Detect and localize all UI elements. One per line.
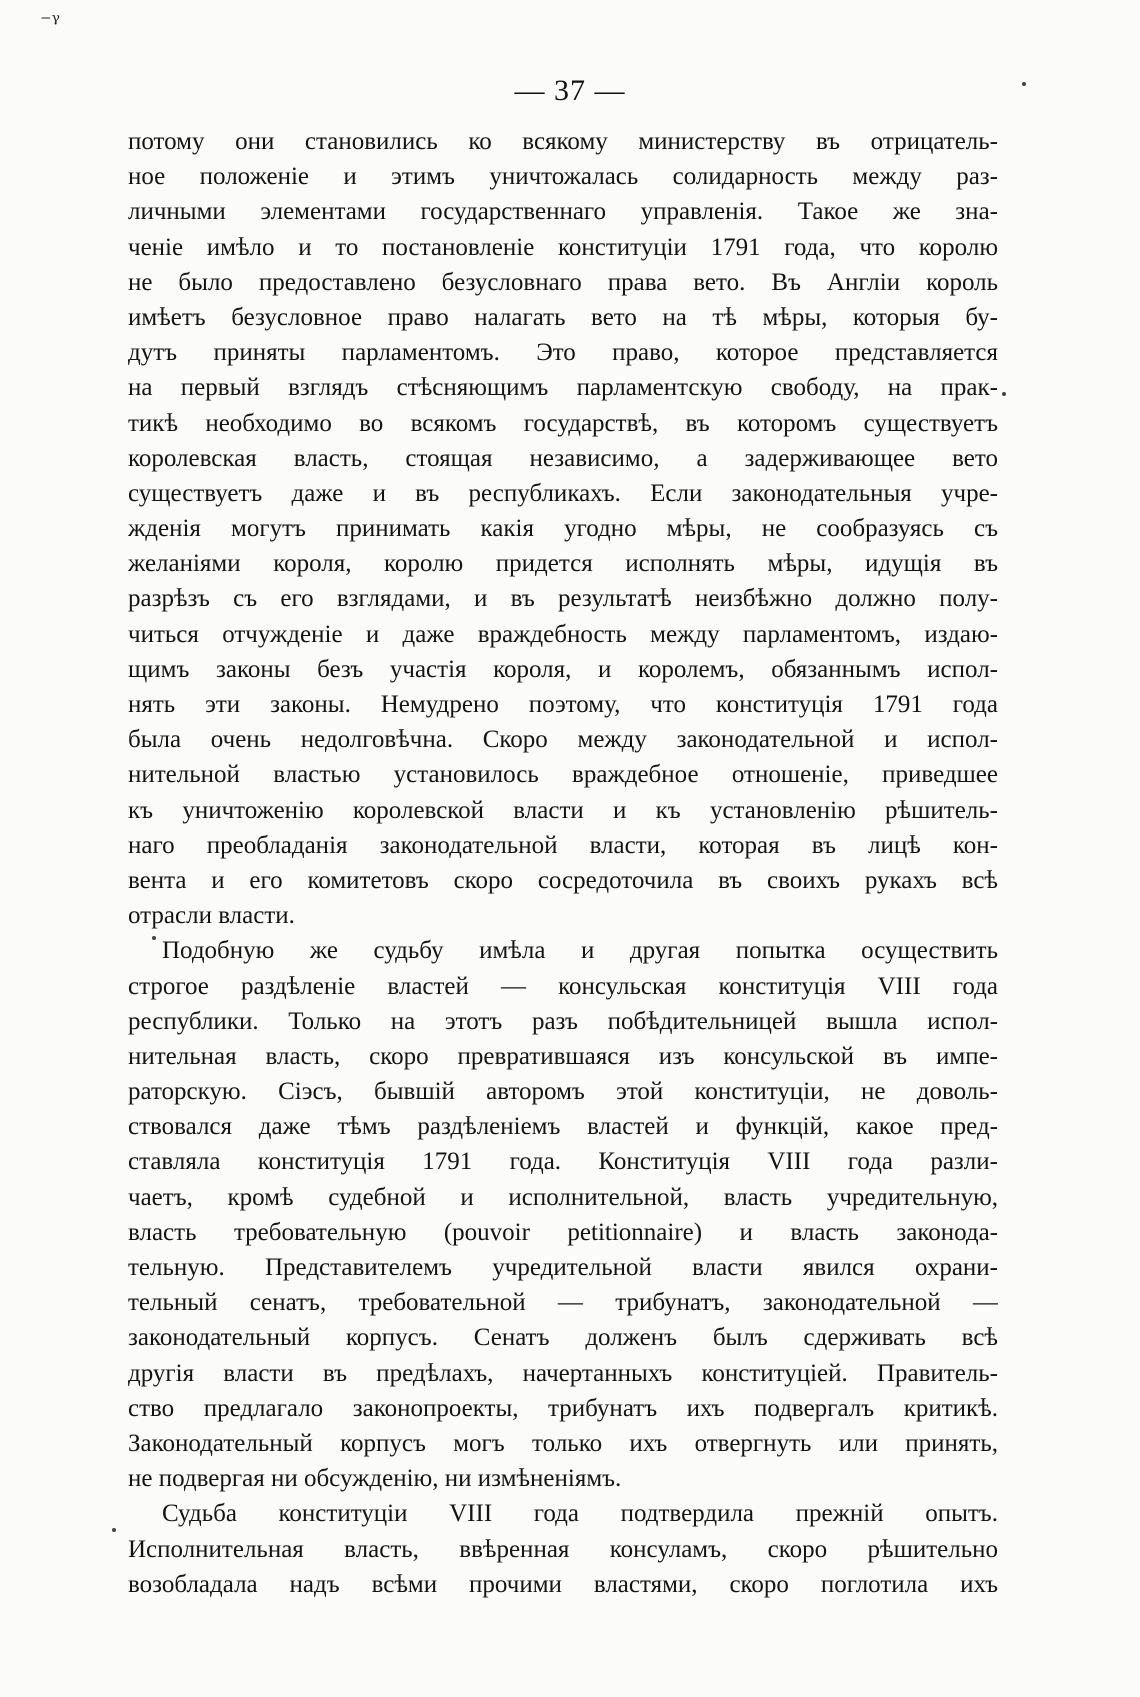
text-line: отрасли власти. [128, 902, 295, 930]
text-line: читься отчужденіе и даже враждебность между парламентомъ, издаю- [128, 620, 998, 648]
paragraph-2 [128, 933, 998, 1496]
text-line: Судьба конституціи VIII года подтвердила прежній опытъ. [162, 1500, 998, 1528]
page-number: — 37 — [514, 74, 626, 107]
text-line: на первый взглядъ стѣсняющимъ парламентскую свободу, на прак- [128, 374, 998, 402]
text-line: нительная власть, скоро превратившаяся изъ консульской въ импе- [128, 1042, 998, 1070]
body-text [128, 124, 998, 1602]
text-line: къ уничтоженію королевской власти и къ установленію рѣшитель- [128, 796, 998, 824]
corner-mark: ⁻ᵞ [40, 10, 60, 35]
text-line: нять эти законы. Немудрено поэтому, что конституція 1791 года [128, 691, 998, 718]
text-line: власть требовательную (pouvoir petitionnaire) и власть законода- [128, 1218, 998, 1246]
text-line: тикѣ необходимо во всякомъ государствѣ, въ которомъ существуетъ [128, 409, 998, 437]
text-line: щимъ законы безъ участія короля, и королемъ, обязаннымъ испол- [128, 655, 998, 683]
text-line: разрѣзъ съ его взглядами, и въ результатѣ неизбѣжно должно полу- [128, 585, 998, 613]
text-line: ченіе имѣло и то постановленіе конституціи 1791 года, что королю [128, 233, 998, 261]
paragraph-3 [128, 1496, 998, 1602]
text-line: строгое раздѣленіе властей — консульская конституція VIII года [128, 972, 998, 1000]
text-line: вента и его комитетовъ скоро сосредоточила въ своихъ рукахъ всѣ [128, 866, 998, 894]
text-line: ное положеніе и этимъ уничтожалась солидарность между раз- [128, 163, 998, 191]
text-line: личными элементами государственнаго управленія. Такое же зна- [128, 198, 998, 226]
text-line: нительной властью установилось враждебное отношеніе, приведшее [128, 761, 998, 789]
text-line: имѣетъ безусловное право налагать вето на тѣ мѣры, которыя бу- [128, 303, 998, 331]
text-line: чаетъ, кромѣ судебной и исполнительной, власть учредительную, [128, 1183, 998, 1211]
text-line: возобладала надъ всѣми прочими властями, скоро поглотила ихъ [128, 1570, 998, 1598]
scan-speck [152, 936, 156, 940]
text-line: дутъ приняты парламентомъ. Это право, которое представляется [128, 339, 998, 367]
text-line: существуетъ даже и въ республикахъ. Если законодательныя учре- [128, 479, 998, 507]
text-line: была очень недолговѣчна. Скоро между законодательной и испол- [128, 726, 998, 754]
text-line: жденія могутъ принимать какія угодно мѣры, не сообразуясь съ [128, 515, 998, 543]
scan-speck [1002, 392, 1006, 396]
text-line: желаніями короля, королю придется исполнять мѣры, идущія въ [128, 550, 998, 578]
text-line: ство предлагало законопроекты, трибунатъ ихъ подвергалъ критикѣ. [128, 1394, 998, 1422]
text-line: ставляла конституція 1791 года. Конституція VIII года разли- [128, 1148, 998, 1176]
text-line: законодательный корпусъ. Сенатъ долженъ былъ сдерживать всѣ [128, 1324, 998, 1352]
text-line: не было предоставлено безусловнаго права вето. Въ Англіи король [128, 268, 998, 296]
text-line: Исполнительная власть, ввѣренная консуламъ, скоро рѣшительно [128, 1535, 998, 1563]
text-line: тельную. Представителемъ учредительной власти явился охрани- [128, 1254, 998, 1281]
text-line: Законодательный корпусъ могъ только ихъ отвергнуть или принять, [128, 1429, 998, 1457]
text-line: ствовался даже тѣмъ раздѣленіемъ властей и функцій, какое пред- [128, 1113, 998, 1141]
scan-speck [1022, 82, 1026, 86]
scan-speck [112, 1528, 116, 1532]
text-line: Подобную же судьбу имѣла и другая попытка осуществить [162, 937, 998, 965]
text-line: другія власти въ предѣлахъ, начертанныхъ конституціей. Правитель- [128, 1359, 998, 1387]
paragraph-1 [128, 124, 998, 933]
text-line: республики. Только на этотъ разъ побѣдительницей вышла испол- [128, 1007, 998, 1035]
text-line: королевская власть, стоящая независимо, а задерживающее вето [128, 444, 998, 472]
text-line: не подвергая ни обсужденію, ни измѣненіямъ. [128, 1465, 622, 1493]
text-line: тельный сенатъ, требовательной — трибунатъ, законодательной — [128, 1289, 998, 1317]
text-line: потому они становились ко всякому министерству въ отрицатель- [128, 128, 998, 155]
text-line: наго преобладанія законодательной власти, которая въ лицѣ кон- [128, 831, 998, 859]
text-line: раторскую. Сіэсъ, бывшій авторомъ этой конституціи, не доволь- [128, 1078, 998, 1106]
